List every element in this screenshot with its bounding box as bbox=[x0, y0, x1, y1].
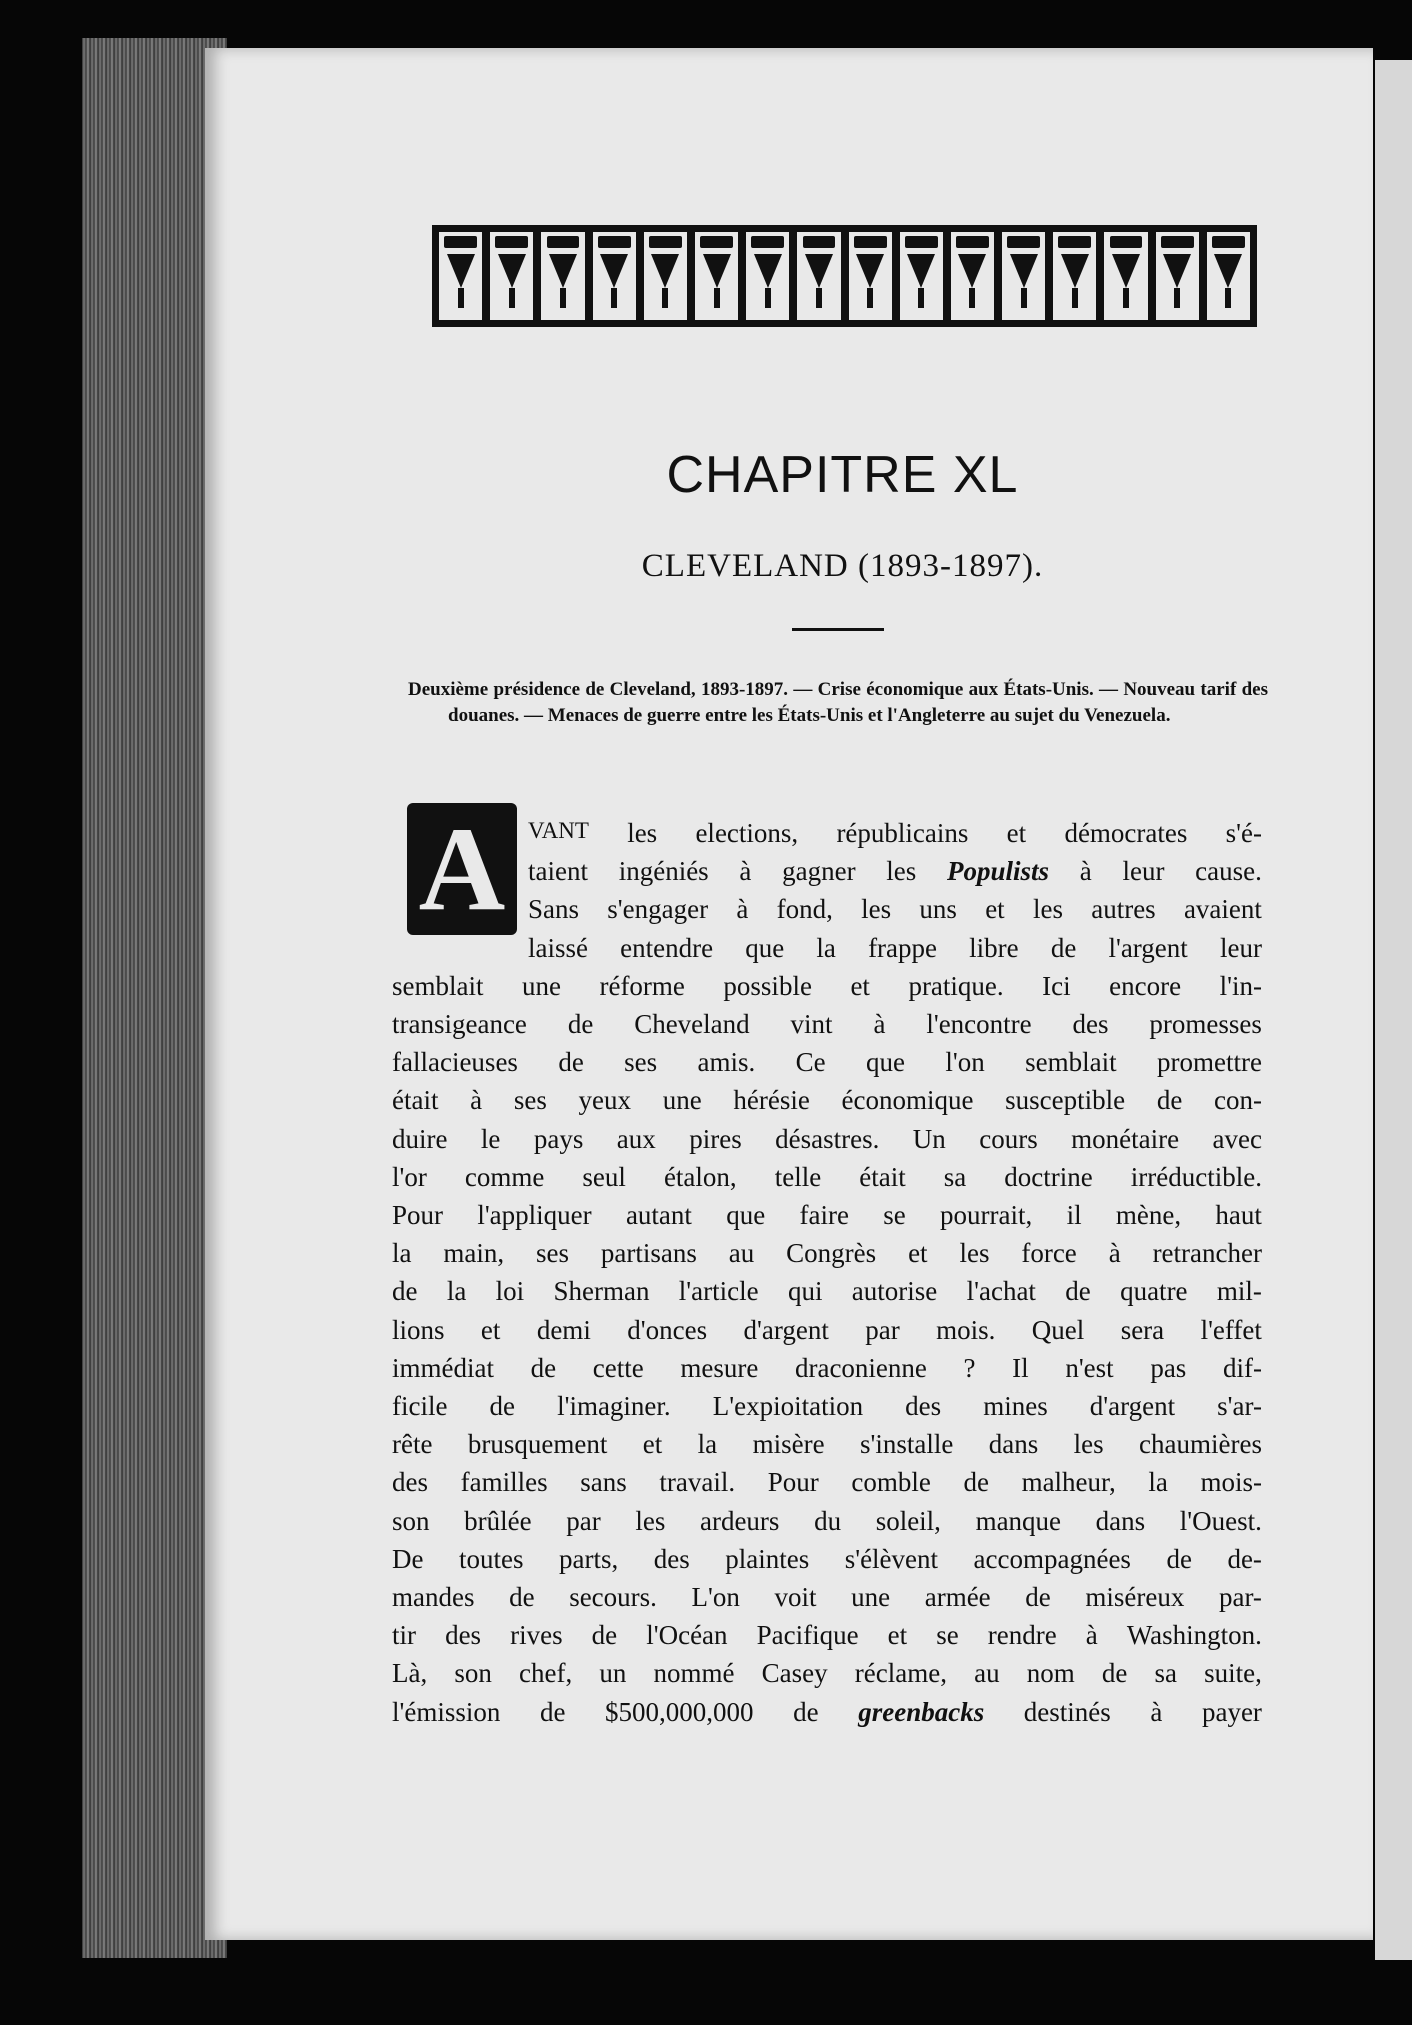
text-line: son brûlée par les ardeurs du soleil, manque dans l'Ouest. bbox=[392, 1506, 1262, 1536]
text-line: lions et demi d'onces d'argent par mois. Quel sera l'effet bbox=[392, 1315, 1262, 1345]
title-divider bbox=[792, 628, 884, 631]
ornament-cell bbox=[1205, 230, 1252, 322]
ornament-cell bbox=[488, 230, 535, 322]
text-line: la main, ses partisans au Congrès et les force à retrancher bbox=[392, 1238, 1262, 1268]
ornament-cell bbox=[1000, 230, 1047, 322]
text-line: était à ses yeux une hérésie économique susceptible de con- bbox=[392, 1085, 1262, 1115]
ornament-cell bbox=[591, 230, 638, 322]
text-line: des familles sans travail. Pour comble de malheur, la mois- bbox=[392, 1467, 1262, 1497]
ornament-cell bbox=[1154, 230, 1201, 322]
ornament-cell bbox=[847, 230, 894, 322]
ornament-cell bbox=[744, 230, 791, 322]
chapter-title: CHAPITRE XL bbox=[666, 446, 1019, 504]
ornament-cell bbox=[898, 230, 945, 322]
ornament-cell bbox=[642, 230, 689, 322]
ornament-cell bbox=[539, 230, 586, 322]
ornament-cell bbox=[693, 230, 740, 322]
text-line: semblait une réforme possible et pratique. Ici encore l'in- bbox=[392, 971, 1262, 1001]
text-line: Pour l'appliquer autant que faire se pourrait, il mène, haut bbox=[392, 1200, 1262, 1230]
text-line: de la loi Sherman l'article qui autorise l'achat de quatre mil- bbox=[392, 1276, 1262, 1306]
chapter-summary: Deuxième présidence de Cleveland, 1893-1897. — Crise économique aux États-Unis. — Nouveau tarif des douanes. — Menaces de guerre entre les États-Unis et l'Angleterre au sujet du Venezuela. bbox=[408, 679, 1268, 726]
chapter-subtitle: CLEVELAND (1893-1897). bbox=[641, 548, 1044, 584]
text-line: Sans s'engager à fond, les uns et les autres avaient bbox=[528, 894, 1262, 924]
ornament-cell bbox=[795, 230, 842, 322]
text-line: De toutes parts, des plaintes s'élèvent accompagnées de de- bbox=[392, 1544, 1262, 1574]
ornament-cell bbox=[437, 230, 484, 322]
text-line: rête brusquement et la misère s'installe dans les chaumières bbox=[392, 1429, 1262, 1459]
text-line: immédiat de cette mesure draconienne ? Il n'est pas dif- bbox=[392, 1353, 1262, 1383]
text-line: fallacieuses de ses amis. Ce que l'on semblait promettre bbox=[392, 1047, 1262, 1077]
ornament-cell bbox=[1051, 230, 1098, 322]
text-line: transigeance de Cheveland vint à l'encontre des promesses bbox=[392, 1009, 1262, 1039]
text-line: mandes de secours. L'on voit une armée de miséreux par- bbox=[392, 1582, 1262, 1612]
decorative-header-ornament bbox=[432, 225, 1257, 327]
drop-cap-letter: A bbox=[418, 802, 506, 935]
text-line: l'or comme seul étalon, telle était sa doctrine irréductible. bbox=[392, 1162, 1262, 1192]
text-line: laissé entendre que la frappe libre de l'argent leur bbox=[528, 933, 1262, 963]
ornament-cell bbox=[1102, 230, 1149, 322]
facing-page-edge bbox=[1375, 60, 1412, 1960]
text-line: tir des rives de l'Océan Pacifique et se rendre à Washington. bbox=[392, 1620, 1262, 1650]
text-line: ficile de l'imaginer. L'expioitation des mines d'argent s'ar- bbox=[392, 1391, 1262, 1421]
text-line: VANT les elections, républicains et démocrates s'é- bbox=[528, 818, 1262, 848]
drop-cap-initial bbox=[407, 803, 517, 935]
text-line: duire le pays aux pires désastres. Un cours monétaire avec bbox=[392, 1124, 1262, 1154]
text-line: Là, son chef, un nommé Casey réclame, au nom de sa suite, bbox=[392, 1658, 1262, 1688]
text-line: l'émission de $500,000,000 de greenbacks destinés à payer bbox=[392, 1697, 1262, 1727]
text-line: taient ingéniés à gagner les Populists à leur cause. bbox=[528, 856, 1262, 886]
ornament-cell bbox=[949, 230, 996, 322]
